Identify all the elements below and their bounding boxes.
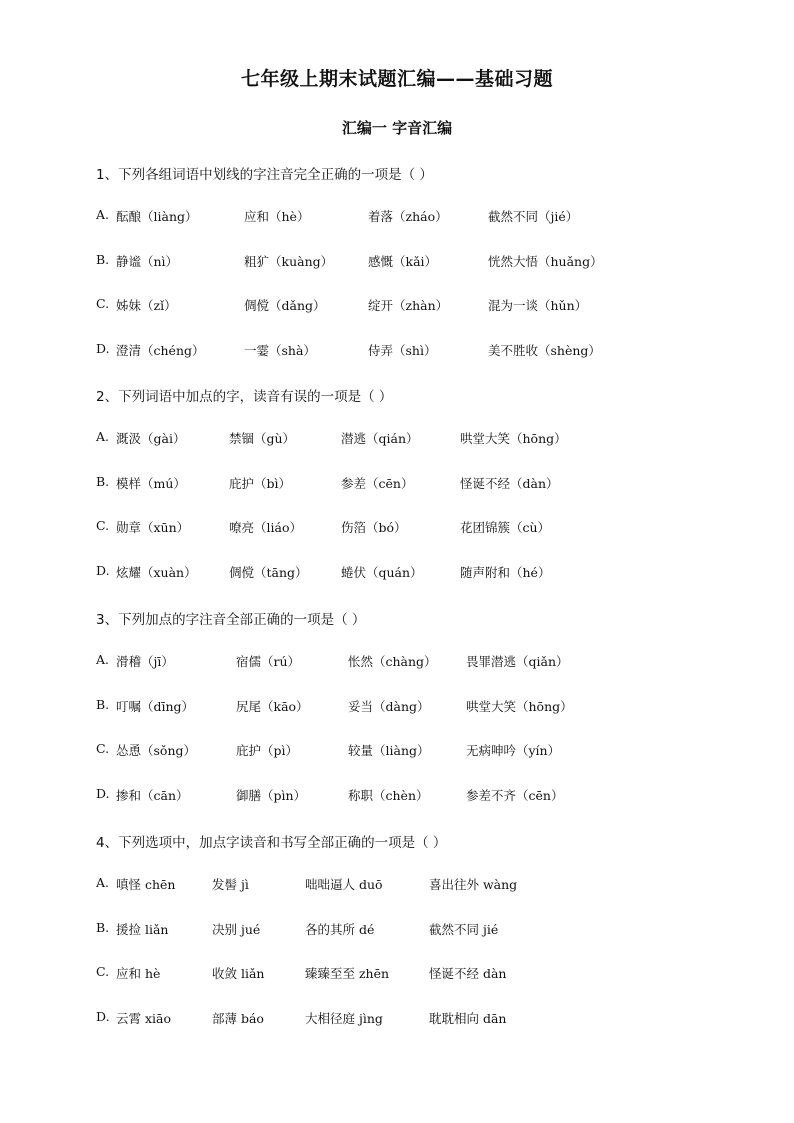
option-label: B. bbox=[96, 252, 110, 267]
option-item: 怪诞不经 dàn bbox=[429, 966, 507, 981]
option-label: D. bbox=[96, 563, 110, 578]
option-item: 怪诞不经（dàn） bbox=[460, 476, 559, 491]
option-item: 姊妹（zǐ） bbox=[116, 298, 177, 313]
option-item: 应和（hè） bbox=[244, 209, 310, 224]
option-item: 咄咄逼人 duō bbox=[305, 877, 383, 892]
option-item: 决别 jué bbox=[212, 922, 261, 937]
option-label: D. bbox=[96, 341, 110, 356]
option-item: 嗔怪 chēn bbox=[116, 877, 176, 892]
option-item: 叮嘱（dīng） bbox=[116, 699, 195, 714]
option-item: 侍弄（shì） bbox=[368, 343, 437, 358]
question-stem: 2、下列词语中加点的字，读音有误的一项是（ ） bbox=[96, 389, 393, 405]
option-item: 炫耀（xuàn） bbox=[116, 565, 197, 580]
option-label: A. bbox=[96, 875, 110, 890]
option-item: 美不胜收（shèng） bbox=[488, 343, 601, 358]
option-item: 嘹亮（liáo） bbox=[229, 520, 302, 535]
option-item: 花团锦簇（cù） bbox=[460, 520, 551, 535]
option-label: A. bbox=[96, 429, 110, 444]
option-label: D. bbox=[96, 1009, 110, 1024]
option-item: 绽开（zhàn） bbox=[368, 298, 449, 313]
option-item: 勋章（xūn） bbox=[116, 520, 190, 535]
option-item: 哄堂大笑（hōng） bbox=[466, 699, 573, 714]
option-item: 掺和（cān） bbox=[116, 788, 189, 803]
option-item: 静谧（nì） bbox=[116, 254, 179, 269]
option-item: 云霄 xiāo bbox=[116, 1011, 171, 1026]
option-label: B. bbox=[96, 474, 110, 489]
option-label: C. bbox=[96, 964, 110, 979]
option-item: 着落（zháo） bbox=[368, 209, 448, 224]
option-item: 大相径庭 jìng bbox=[305, 1011, 383, 1026]
option-item: 臻臻至至 zhēn bbox=[305, 966, 390, 981]
option-item: 截然不同（jié） bbox=[488, 209, 579, 224]
option-item: 滑稽（jī） bbox=[116, 654, 174, 669]
option-item: 蜷伏（quán） bbox=[341, 565, 423, 580]
option-label: C. bbox=[96, 296, 110, 311]
question-stem: 1、下列各组词语中划线的字注音完全正确的一项是（ ） bbox=[96, 167, 433, 183]
option-item: 酝酿（liàng） bbox=[116, 209, 198, 224]
option-item: 参差不齐（cēn） bbox=[466, 788, 564, 803]
option-item: 收敛 liǎn bbox=[212, 966, 265, 981]
option-item: 怅然（chàng） bbox=[348, 654, 437, 669]
option-item: 无病呻吟（yín） bbox=[466, 743, 561, 758]
option-item: 截然不同 jié bbox=[429, 922, 499, 937]
option-item: 感慨（kǎi） bbox=[368, 254, 438, 269]
option-item: 尻尾（kāo） bbox=[236, 699, 309, 714]
option-item: 倜傥（dǎng） bbox=[244, 298, 326, 313]
option-item: 部薄 báo bbox=[212, 1011, 264, 1026]
section-subtitle: 汇编一 字音汇编 bbox=[341, 119, 453, 137]
option-label: B. bbox=[96, 920, 110, 935]
option-item: 怂恿（sǒng） bbox=[116, 743, 196, 758]
option-item: 随声附和（hé） bbox=[460, 565, 551, 580]
option-item: 宿儒（rú） bbox=[236, 654, 301, 669]
option-item: 各的其所 dé bbox=[305, 922, 375, 937]
option-item: 溉汲（gài） bbox=[116, 431, 186, 446]
question-stem: 4、下列选项中，加点字读音和书写全部正确的一项是（ ） bbox=[96, 835, 447, 851]
option-item: 援捡 liǎn bbox=[116, 922, 169, 937]
option-item: 庇护（bì） bbox=[229, 476, 291, 491]
option-item: 妥当（dàng） bbox=[348, 699, 430, 714]
option-item: 恍然大悟（huǎng） bbox=[488, 254, 603, 269]
option-item: 澄清（chéng） bbox=[116, 343, 205, 358]
option-label: A. bbox=[96, 652, 110, 667]
option-item: 畏罪潜逃（qiǎn） bbox=[466, 654, 569, 669]
option-label: D. bbox=[96, 786, 110, 801]
option-item: 潜逃（qián） bbox=[341, 431, 419, 446]
option-item: 哄堂大笑（hōng） bbox=[460, 431, 567, 446]
option-item: 混为一谈（hǔn） bbox=[488, 298, 588, 313]
option-item: 御膳（pìn） bbox=[236, 788, 307, 803]
option-item: 粗犷（kuàng） bbox=[244, 254, 334, 269]
option-item: 称职（chèn） bbox=[348, 788, 429, 803]
question-stem: 3、下列加点的字注音全部正确的一项是（ ） bbox=[96, 612, 366, 628]
option-label: C. bbox=[96, 518, 110, 533]
option-item: 庇护（pì） bbox=[236, 743, 298, 758]
option-label: B. bbox=[96, 697, 110, 712]
option-item: 倜傥（tāng） bbox=[229, 565, 308, 580]
option-label: A. bbox=[96, 207, 110, 222]
page-title: 七年级上期末试题汇编——基础习题 bbox=[240, 68, 553, 90]
option-item: 较量（liàng） bbox=[348, 743, 430, 758]
option-item: 喜出往外 wàng bbox=[429, 877, 518, 892]
option-item: 发髻 jì bbox=[212, 877, 249, 892]
option-item: 模样（mú） bbox=[116, 476, 186, 491]
option-item: 参差（cēn） bbox=[341, 476, 414, 491]
option-label: C. bbox=[96, 741, 110, 756]
option-item: 应和 hè bbox=[116, 966, 161, 981]
option-item: 一霎（shà） bbox=[244, 343, 316, 358]
option-item: 伤箔（bó） bbox=[341, 520, 407, 535]
option-item: 耽耽相向 dān bbox=[429, 1011, 507, 1026]
option-item: 禁锢（gù） bbox=[229, 431, 296, 446]
